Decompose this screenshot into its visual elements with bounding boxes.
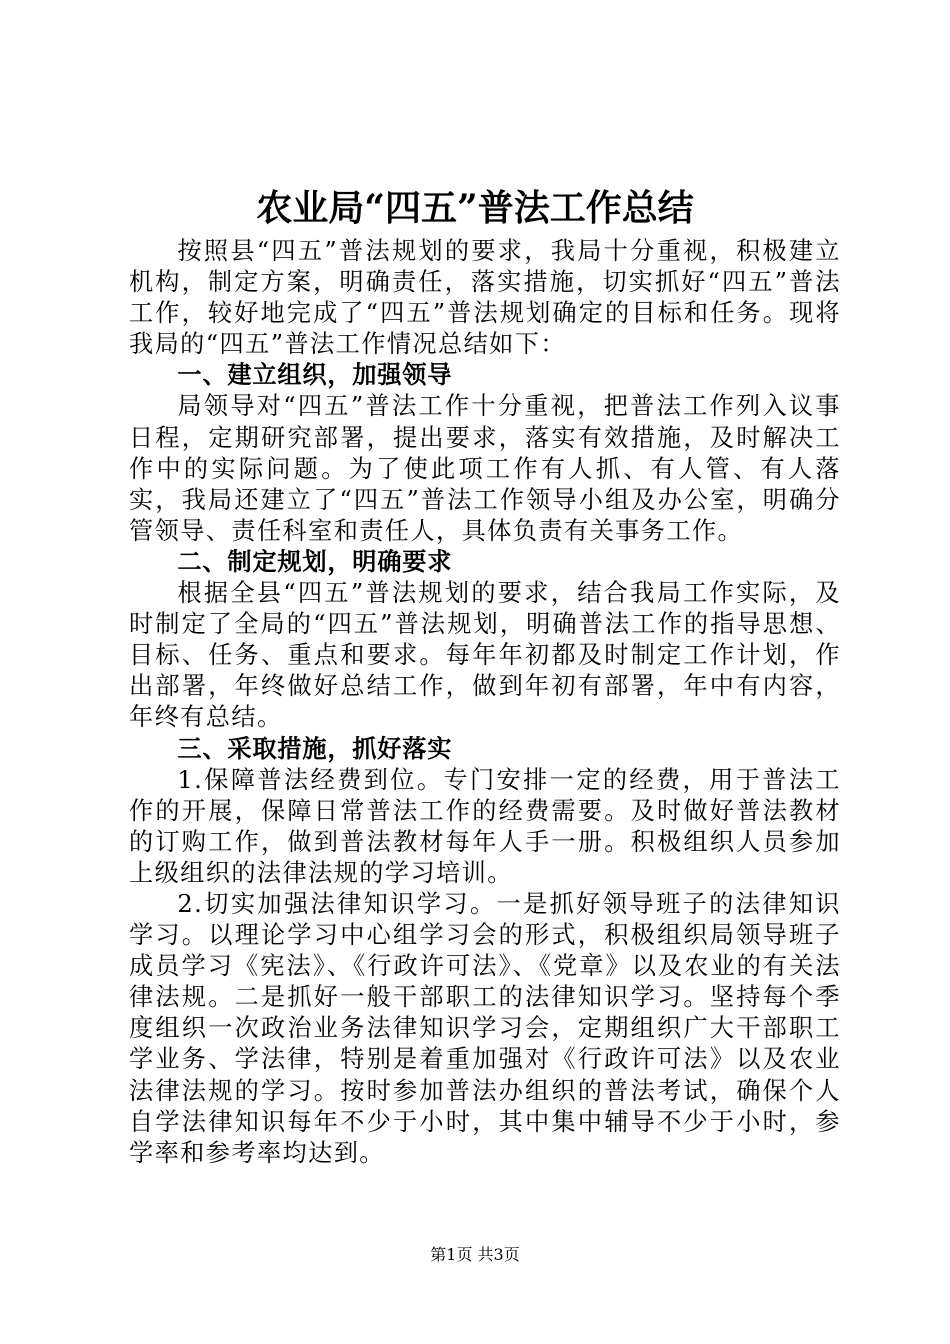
page-number-footer: 第1页 共3页: [430, 1245, 520, 1264]
section-1-paragraph-1: 局领导对“四五”普法工作十分重视，把普法工作列入议事日程，定期研究部署，提出要求，落实有效措施，及时解决工作中的实际问题。为了使此项工作有人抓、有人管、有人落实，我局还建立了“四五”普法工作领导小组及办公室，明确分管领导、责任科室和责任人，具体负责有关事务工作。: [129, 392, 841, 545]
section-3-paragraph-2: 2.切实加强法律知识学习。一是抓好领导班子的法律知识学习。以理论学习中心组学习会的形式，积极组织局领导班子成员学习《宪法》、《行政许可法》、《党章》以及农业的有关法律法规。二是抓好一般干部职工的法律知识学习。坚持每个季度组织一次政治业务法律知识学习会，定期组织广大干部职工学业务、学法律，特别是着重加强对《行政许可法》以及农业法律法规的学习。按时参加普法办组织的普法考试，确保个人自学法律知识每年不少于小时，其中集中辅导不少于小时，参学率和参考率均达到。: [129, 889, 841, 1167]
intro-paragraph: 按照县“四五”普法规划的要求，我局十分重视，积极建立机构，制定方案，明确责任，落实措施，切实抓好“四五”普法工作，较好地完成了“四五”普法规划确定的目标和任务。现将我局的“四五”普法工作情况总结如下：: [129, 237, 841, 359]
section-heading-2: 二、制定规划，明确要求: [177, 547, 453, 576]
section-3-paragraph-1: 1.保障普法经费到位。专门安排一定的经费，用于普法工作的开展，保障日常普法工作的经费需要。及时做好普法教材的订购工作，做到普法教材每年人手一册。积极组织人员参加上级组织的法律法规的学习培训。: [129, 765, 841, 887]
section-heading-1: 一、建立组织，加强领导: [177, 361, 453, 390]
section-2-paragraph-1: 根据全县“四五”普法规划的要求，结合我局工作实际，及时制定了全局的“四五”普法规划，明确普法工作的指导思想、目标、任务、重点和要求。每年年初都及时制定工作计划，作出部署，年终做好总结工作，做到年初有部署，年中有内容，年终有总结。: [129, 579, 841, 732]
section-heading-3: 三、采取措施，抓好落实: [177, 734, 453, 763]
document-body: [129, 236, 841, 1169]
document-title: 农业局“四五”普法工作总结: [256, 187, 694, 229]
